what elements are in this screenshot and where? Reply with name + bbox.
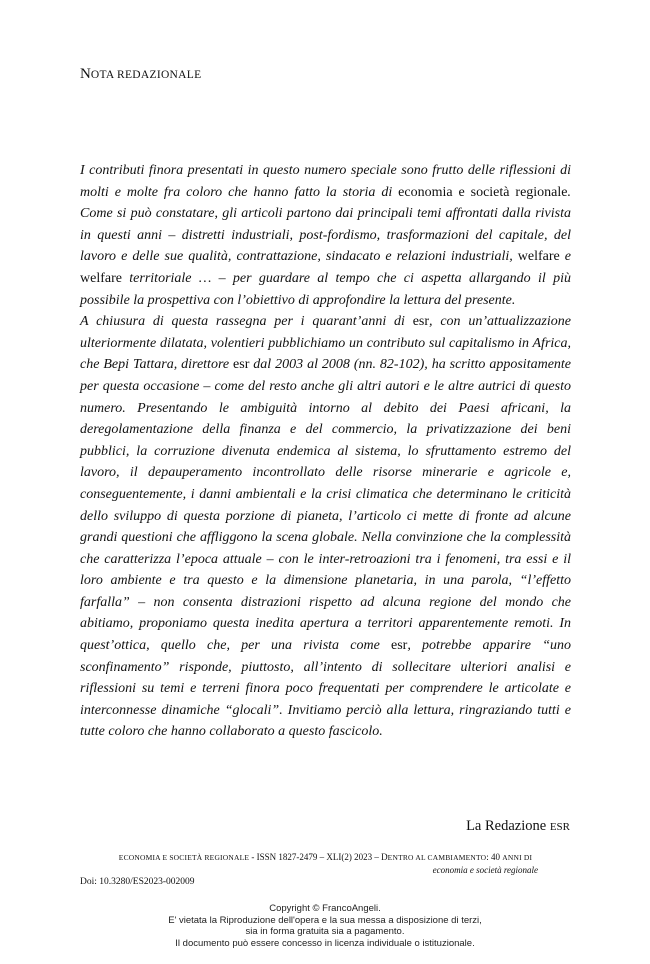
editorial-body <box>80 160 571 743</box>
copyright-line: Copyright © FrancoAngeli. <box>269 903 381 914</box>
doi-link[interactable]: Doi: 10.3280/ES2023-002009 <box>80 877 195 887</box>
p1-segment: e <box>559 249 571 265</box>
copyright-notice <box>0 903 650 949</box>
p2-segment: esr <box>391 638 408 654</box>
p1-segment: gli articoli partono dai principali temi affrontati dalla rivista in questi anni – distretti industriali, post-fordismo, trasformazioni del capitale, del lavoro e delle sue qualità, contrattazione, sindacato e relazioni industriali, <box>80 206 571 265</box>
p2-segment: , potrebbe apparire “uno sconfinamento” risponde, piuttosto, all’intento di sollecitare ulteriori analisi e riflessioni su temi e terreni finora poco frequentati per comprendere le articolate e interconnesse dinamiche “glocali”. Invitiamo perciò alla lettura, ringraziando tutti e tutte coloro che hanno collaborato a questo fascicolo. <box>80 638 572 740</box>
copyright-line: E' vietata la Riproduzione dell'opera e la sua messa a disposizione di terzi, <box>168 914 482 926</box>
title-rest: OTA REDAZIONALE <box>90 69 202 81</box>
p2-segment: , con un’attualizzazione ulteriormente dilatata, volentieri pubblichiamo un contributo sul capitalismo in Africa, che Bepi Tattara, direttore <box>80 314 571 373</box>
p1-segment: . Come si può constatare <box>80 184 571 222</box>
p1-segment: I contributi finora presentati in questo numero speciale sono frutto delle riflessioni di molti e molte fra coloro che hanno fatto la storia di <box>80 163 571 200</box>
p2-segment: dal 2003 al 2008 (nn. 82-102), ha scritto appositamente per questa occasione – come del resto anche gli altri autori e le altre autrici di questo numero. Presentando le ambiguità intorno al debito dei Paesi africani, la deregolamentazione della finanza e del commercio, la privatizzazione dei beni pubblici, la corruzione divenuta endemica al sistema, lo sfruttamento estremo del lavoro, il depauperamento incontrollato delle risorse minerarie e agricole e, conseguentemente, i danni ambientali e la crisi climatica che determinano le criticità dello sviluppo di questa porzione di pianeta, l’articolo ci mette di fronte ad alcune grandi questioni che affliggono la scena globale. Nella convinzione che la complessità che caratterizza l’epoca attuale – con le inter-retroazioni tra i fenomeni, tra essi e il loro ambiente e tra questo e la dimensione planetaria, in una parola, “l’effetto farfalla” – non consenta distrazioni rispetto ad alcuna regione del mondo che abitiamo, proponiamo questa inedita apertura a territori apparentemente remoti. In quest’ottica, quello che, per una rivista come <box>80 357 572 654</box>
copyright-line: Il documento può essere concesso in licenza individuale o istituzionale. <box>175 937 475 949</box>
p1-segment: welfare <box>80 270 122 286</box>
p1-segment: territoriale … – per guardare al tempo che ci aspetta allargando il più possibile la prospettiva con l’obiettivo di approfondire la lettura del presente. <box>80 270 571 308</box>
journal-name: ECONOMIA E SOCIETÀ REGIONALE <box>118 853 250 862</box>
issue-initial: D <box>381 852 388 862</box>
paragraph-1 <box>80 160 571 311</box>
paragraph-2 <box>80 311 571 743</box>
p2-segment: esr <box>412 314 430 330</box>
issue-years: : 40 <box>486 852 503 862</box>
journal-issn: - ISSN 1827-2479 – XLI(2) 2023 – <box>249 852 382 862</box>
p1-segment: economia e società regionale <box>398 184 568 200</box>
p1-segment: , <box>214 206 223 222</box>
title-initial: N <box>80 66 91 82</box>
signature <box>466 818 570 835</box>
signature-org: ESR <box>549 821 570 833</box>
issue-anni: ANNI DI <box>502 853 533 862</box>
signature-name: La Redazione <box>466 818 547 834</box>
p2-segment: A chiusura di questa rassegna per i quarant’anni di <box>80 314 413 330</box>
journal-reference <box>80 851 571 876</box>
issue-title: ENTRO AL CAMBIAMENTO <box>387 853 487 862</box>
section-title <box>80 66 201 83</box>
copyright-line: sia in forma gratuita sia a pagamento. <box>245 926 405 938</box>
journal-italic-name: economia e società regionale <box>432 865 538 875</box>
p2-segment: esr <box>233 357 250 373</box>
p1-segment: welfare <box>517 249 560 265</box>
